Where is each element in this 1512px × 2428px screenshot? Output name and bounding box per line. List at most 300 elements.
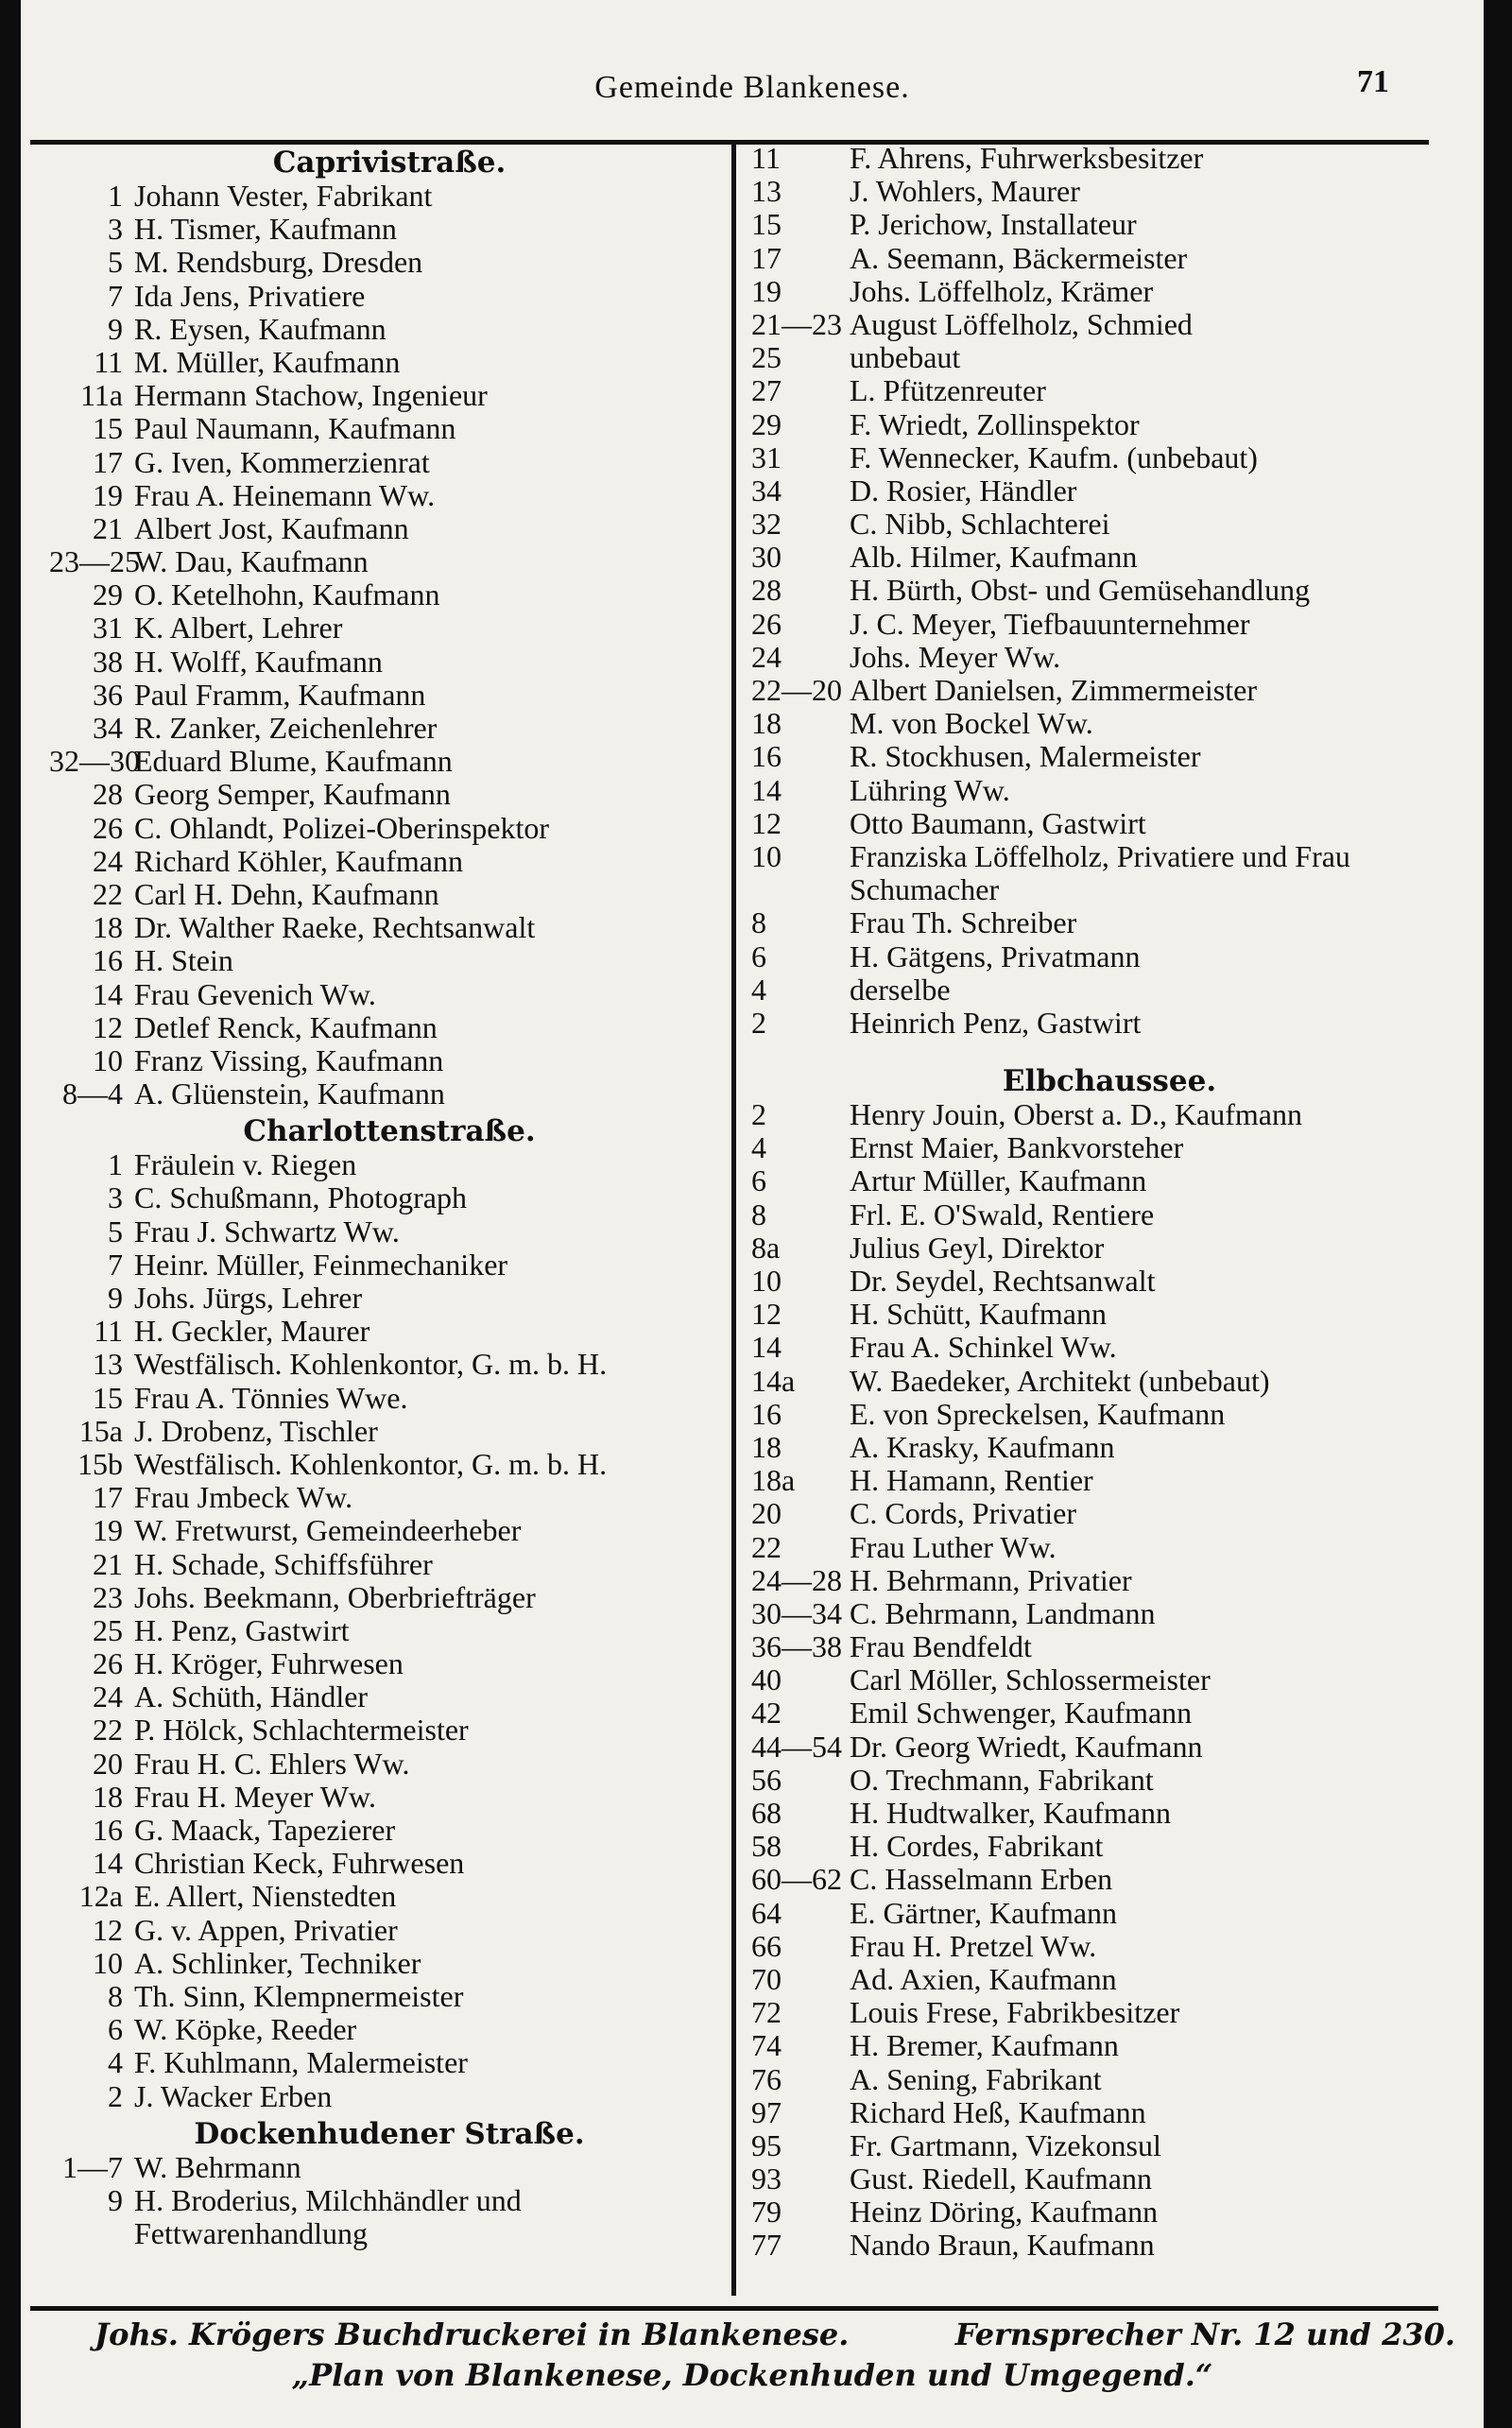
resident-name: Fr. Gartmann, Vizekonsul: [850, 2128, 1161, 2162]
directory-entry: [49, 679, 730, 712]
directory-entry: [746, 840, 1473, 906]
directory-entry: [746, 208, 1473, 241]
house-number: 25: [751, 340, 782, 375]
resident-name: M. von Bockel Ww.: [850, 707, 1093, 741]
house-number: 68: [751, 1796, 782, 1831]
resident-name: Frau A. Tönnies Wwe.: [134, 1381, 408, 1415]
directory-entry: [49, 1044, 730, 1077]
directory-entry: [49, 2184, 730, 2250]
resident-name: Eduard Blume, Kaufmann: [134, 745, 453, 779]
house-number: 10: [93, 1042, 123, 1077]
directory-entry: [746, 641, 1473, 674]
footer-phone: Fernsprecher Nr. 12 und 230.: [954, 2316, 1455, 2352]
street-heading: Dockenhudener Straße.: [194, 2116, 585, 2151]
resident-name: Alb. Hilmer, Kaufmann: [850, 541, 1138, 575]
house-number: 16: [751, 739, 782, 774]
directory-entry: [49, 2013, 730, 2046]
house-number: 9: [108, 1281, 123, 1315]
directory-entry: [746, 142, 1473, 175]
house-number: 3: [108, 1180, 123, 1215]
directory-entry: [746, 1531, 1473, 1564]
house-number: 79: [751, 2195, 782, 2230]
house-number: 36—38: [751, 1629, 842, 1664]
house-number: 19: [93, 477, 123, 512]
house-number: 10: [751, 838, 782, 873]
resident-name: H. Behrmann, Privatier: [850, 1563, 1132, 1597]
resident-name: Ida Jens, Privatiere: [134, 279, 366, 313]
resident-name: W. Köpke, Reeder: [134, 2013, 357, 2047]
resident-name: Artur Müller, Kaufmann: [850, 1164, 1147, 1198]
resident-name: Hermann Stachow, Ingenieur: [134, 379, 488, 413]
resident-name: Paul Naumann, Kaufmann: [134, 412, 456, 446]
house-number: 74: [751, 2028, 782, 2063]
resident-name: Nando Braun, Kaufmann: [850, 2229, 1155, 2263]
directory-entry: [49, 578, 730, 611]
resident-name: J. Wohlers, Maurer: [850, 175, 1080, 209]
resident-name: Christian Keck, Fuhrwesen: [134, 1847, 465, 1881]
resident-name: August Löffelholz, Schmied: [850, 307, 1193, 341]
directory-entry: [49, 1382, 730, 1415]
street-heading: Charlottenstraße.: [243, 1114, 536, 1149]
directory-entry: [746, 1497, 1473, 1530]
directory-entry: [49, 1011, 730, 1044]
directory-entry: [49, 1748, 730, 1781]
directory-entry: [746, 2129, 1473, 2162]
directory-entry: [746, 973, 1473, 1007]
house-number: 12a: [78, 1879, 123, 1914]
directory-entry: [746, 242, 1473, 275]
resident-name: F. Wennecker, Kaufm. (unbebaut): [850, 440, 1258, 474]
resident-name: C. Nibb, Schlachterei: [850, 508, 1110, 542]
directory-entry: [746, 341, 1473, 374]
house-number: 19: [751, 273, 782, 308]
directory-entry: [49, 412, 730, 445]
directory-entry: [746, 1863, 1473, 1896]
resident-name: R. Stockhusen, Malermeister: [850, 740, 1201, 774]
directory-entry: [49, 1581, 730, 1614]
house-number: 24: [93, 843, 123, 878]
resident-name: Frau Luther Ww.: [850, 1530, 1057, 1564]
resident-name: Johann Vester, Fabrikant: [134, 180, 433, 213]
house-number: 42: [751, 1696, 782, 1731]
directory-entry: [49, 1315, 730, 1348]
directory-entry: [746, 1897, 1473, 1930]
resident-name: E. Allert, Nienstedten: [134, 1880, 397, 1914]
house-number: 10: [93, 1945, 123, 1980]
resident-name: G. Iven, Kommerzienrat: [134, 445, 430, 479]
house-number: 2: [751, 1097, 766, 1132]
resident-name: C. Cords, Privatier: [850, 1497, 1076, 1531]
directory-entry: [49, 512, 730, 545]
resident-name: Frau J. Schwartz Ww.: [134, 1214, 400, 1248]
house-number: 17: [93, 1480, 123, 1515]
resident-name: A. Krasky, Kaufmann: [850, 1430, 1115, 1464]
directory-entry: [746, 707, 1473, 740]
directory-entry: [49, 280, 730, 313]
directory-entry: [746, 1797, 1473, 1830]
house-number: 19: [93, 1513, 123, 1548]
resident-name: H. Gätgens, Privatmann: [850, 939, 1141, 973]
directory-entry: [746, 2229, 1473, 2262]
house-number: 38: [93, 644, 123, 679]
directory-entry: [49, 379, 730, 412]
house-number: 58: [751, 1829, 782, 1864]
directory-entry: [746, 940, 1473, 973]
resident-name: Johs. Löffelholz, Krämer: [850, 274, 1154, 308]
house-number: 15b: [77, 1446, 123, 1481]
resident-name: Frau A. Schinkel Ww.: [850, 1331, 1117, 1365]
directory-entry: [49, 2046, 730, 2079]
footer-plan: „Plan von Blankenese, Dockenhuden und Umgegend.“: [291, 2357, 1213, 2393]
directory-entry: [746, 608, 1473, 641]
directory-entry: [49, 1914, 730, 1947]
directory-entry: [746, 1365, 1473, 1398]
directory-entry: [746, 1231, 1473, 1265]
directory-entry: [746, 1564, 1473, 1597]
house-number: 3: [108, 212, 123, 247]
house-number: 20: [751, 1496, 782, 1531]
resident-name: E. von Spreckelsen, Kaufmann: [850, 1397, 1226, 1431]
house-number: 31: [751, 439, 782, 474]
house-number: 2: [751, 1005, 766, 1040]
house-number: 56: [751, 1762, 782, 1797]
directory-entry: [746, 574, 1473, 607]
house-number: 12: [93, 1912, 123, 1947]
resident-name: H. Cordes, Fabrikant: [850, 1830, 1104, 1864]
house-number: 28: [93, 777, 123, 812]
resident-name: Albert Danielsen, Zimmermeister: [850, 674, 1257, 707]
resident-name: Frau A. Heinemann Ww.: [134, 478, 436, 512]
house-number: 26: [93, 810, 123, 845]
resident-name: Louis Frese, Fabrikbesitzer: [850, 1996, 1180, 2030]
house-number: 21: [93, 1546, 123, 1581]
directory-entry: [49, 1980, 730, 2013]
house-number: 18: [751, 1429, 782, 1464]
directory-entry: [746, 2162, 1473, 2196]
resident-name: A. Sening, Fabrikant: [850, 2062, 1102, 2096]
house-number: 76: [751, 2061, 782, 2096]
resident-name: H. Bürth, Obst- und Gemüsehandlung: [850, 574, 1311, 608]
resident-name: Franziska Löffelholz, Privatiere und Frau Schumacher: [850, 838, 1350, 907]
resident-name: K. Albert, Lehrer: [134, 611, 343, 646]
directory-entry: [49, 1680, 730, 1713]
house-number: 17: [93, 444, 123, 479]
house-number: 1: [108, 1147, 123, 1182]
directory-entry: [746, 1164, 1473, 1197]
resident-name: H. Stein: [134, 944, 233, 978]
resident-name: Westfälisch. Kohlenkontor, G. m. b. H.: [134, 1447, 608, 1481]
house-number: 31: [93, 611, 123, 646]
resident-name: A. Glüenstein, Kaufmann: [134, 1077, 445, 1111]
house-number: 24: [93, 1679, 123, 1714]
house-number: 26: [93, 1646, 123, 1681]
resident-name: J. Wacker Erben: [134, 2079, 333, 2113]
directory-entry: [746, 1098, 1473, 1131]
directory-entry: [746, 374, 1473, 407]
resident-name: E. Gärtner, Kaufmann: [850, 1896, 1118, 1930]
resident-name: Dr. Seydel, Rechtsanwalt: [850, 1265, 1156, 1299]
directory-entry: [49, 1713, 730, 1747]
resident-name: F. Kuhlmann, Malermeister: [134, 2046, 468, 2080]
resident-name: H. Hudtwalker, Kaufmann: [850, 1797, 1171, 1831]
house-number: 22: [751, 1529, 782, 1564]
house-number: 14: [751, 1330, 782, 1365]
directory-entry: [49, 978, 730, 1011]
directory-entry: [49, 812, 730, 845]
directory-entry: [746, 441, 1473, 474]
directory-entry: [49, 1514, 730, 1547]
resident-name: H. Kröger, Fuhrwesen: [134, 1647, 404, 1681]
directory-entry: [49, 1880, 730, 1913]
house-number: 27: [751, 373, 782, 408]
directory-entry: [746, 1764, 1473, 1797]
resident-name: Richard Heß, Kaufmann: [850, 2095, 1146, 2129]
resident-name: Frau H. C. Ehlers Ww.: [134, 1747, 410, 1781]
house-number: 9: [108, 2182, 123, 2217]
directory-entry: [746, 1431, 1473, 1464]
resident-name: Richard Köhler, Kaufmann: [134, 844, 463, 878]
house-number: 34: [93, 711, 123, 745]
footer-rule: [30, 2306, 1438, 2311]
resident-name: A. Schlinker, Techniker: [134, 1946, 421, 1980]
house-number: 21—23: [751, 306, 842, 341]
directory-entry: [49, 1181, 730, 1214]
house-number: 5: [108, 245, 123, 280]
resident-name: W. Fretwurst, Gemeindeerheber: [134, 1514, 522, 1548]
resident-name: Franz Vissing, Kaufmann: [134, 1043, 444, 1077]
directory-entry: [746, 175, 1473, 208]
house-number: 10: [751, 1264, 782, 1299]
street-heading: Elbchaussee.: [1002, 1064, 1217, 1099]
resident-name: Paul Framm, Kaufmann: [134, 678, 426, 712]
house-number: 14: [751, 772, 782, 807]
house-number: 36: [93, 677, 123, 712]
house-number: 16: [93, 1813, 123, 1847]
house-number: 6: [751, 1163, 766, 1198]
house-number: 16: [93, 943, 123, 978]
resident-name: Henry Jouin, Oberst a. D., Kaufmann: [850, 1098, 1302, 1132]
directory-entry: [49, 313, 730, 346]
resident-name: Dr. Walther Raeke, Rechtsanwalt: [134, 911, 536, 945]
resident-name: Heinr. Müller, Feinmechaniker: [134, 1248, 508, 1282]
directory-entry: [746, 474, 1473, 508]
directory-entry: [746, 1731, 1473, 1764]
resident-name: H. Schade, Schiffsführer: [134, 1547, 433, 1581]
house-number: 77: [751, 2228, 782, 2263]
street-heading: Caprivistraße.: [272, 146, 507, 180]
resident-name: Detlef Renck, Kaufmann: [134, 1010, 438, 1044]
directory-entry: [746, 1131, 1473, 1164]
house-number: 64: [751, 1895, 782, 1930]
section-gap: [746, 1040, 1473, 1060]
house-number: 7: [108, 278, 123, 313]
directory-entry: [49, 180, 730, 213]
resident-name: C. Schußmann, Photograph: [134, 1181, 467, 1215]
directory-entry: [49, 1448, 730, 1481]
directory-entry: [49, 911, 730, 944]
house-number: 18a: [751, 1463, 796, 1498]
directory-entry: [746, 1630, 1473, 1663]
directory-entry: [746, 740, 1473, 773]
resident-name: F. Wriedt, Zollinspektor: [850, 407, 1140, 441]
directory-entry: [746, 1930, 1473, 1963]
directory-entry: [49, 1847, 730, 1880]
house-number: 16: [751, 1396, 782, 1431]
directory-entry: [49, 1548, 730, 1581]
directory-entry: [49, 1148, 730, 1181]
resident-name: R. Zanker, Zeichenlehrer: [134, 712, 438, 745]
house-number: 6: [751, 938, 766, 973]
resident-name: Ernst Maier, Bankvorsteher: [850, 1131, 1184, 1165]
house-number: 15a: [78, 1413, 123, 1448]
directory-entry: [49, 1614, 730, 1647]
house-number: 70: [751, 1961, 782, 1996]
house-number: 13: [751, 174, 782, 209]
resident-name: C. Hasselmann Erben: [850, 1863, 1113, 1897]
house-number: 97: [751, 2094, 782, 2129]
resident-name: Lühring Ww.: [850, 773, 1010, 807]
resident-name: R. Eysen, Kaufmann: [134, 312, 387, 346]
resident-name: J. C. Meyer, Tiefbauunternehmer: [850, 607, 1250, 641]
resident-name: Frau Bendfeldt: [850, 1630, 1032, 1664]
directory-entry: [746, 1663, 1473, 1696]
resident-name: L. Pfützenreuter: [850, 374, 1046, 408]
house-number: 32—30: [49, 744, 140, 779]
house-number: 28: [751, 573, 782, 608]
resident-name: Heinrich Penz, Gastwirt: [850, 1006, 1142, 1040]
resident-name: G. Maack, Tapezierer: [134, 1814, 396, 1847]
directory-entry: [49, 1282, 730, 1315]
house-number: 18: [93, 910, 123, 945]
house-number: 8: [751, 1197, 766, 1231]
house-number: 22—20: [751, 673, 842, 707]
directory-entry: [49, 646, 730, 679]
directory-entry: [49, 745, 730, 778]
resident-name: Fräulein v. Riegen: [134, 1148, 357, 1182]
house-number: 66: [751, 1928, 782, 1963]
directory-entry: [746, 541, 1473, 574]
directory-entry: [49, 1814, 730, 1847]
resident-name: H. Schütt, Kaufmann: [850, 1298, 1107, 1332]
resident-name: Georg Semper, Kaufmann: [134, 778, 451, 812]
directory-entry: [746, 906, 1473, 939]
directory-entry: [49, 446, 730, 479]
house-number: 25: [93, 1612, 123, 1647]
directory-entry: [746, 2196, 1473, 2229]
resident-name: Julius Geyl, Direktor: [850, 1231, 1105, 1265]
page-number: 71: [1357, 64, 1389, 99]
resident-name: H. Tismer, Kaufmann: [134, 213, 397, 247]
directory-entry: [746, 408, 1473, 441]
directory-entry: [746, 1996, 1473, 2029]
resident-name: M. Müller, Kaufmann: [134, 345, 401, 379]
resident-name: Otto Baumann, Gastwirt: [850, 806, 1146, 840]
resident-name: C. Ohlandt, Polizei-Oberinspektor: [134, 811, 550, 845]
resident-name: Carl H. Dehn, Kaufmann: [134, 877, 439, 911]
page-header: [21, 64, 1484, 112]
directory-entry: [746, 1464, 1473, 1497]
directory-entry: [746, 508, 1473, 541]
house-number: 1: [108, 179, 123, 213]
house-number: 6: [108, 2012, 123, 2047]
directory-entry: [746, 1331, 1473, 1364]
resident-name: H. Hamann, Rentier: [850, 1464, 1093, 1498]
resident-name: O. Ketelhohn, Kaufmann: [134, 578, 440, 612]
house-number: 29: [93, 577, 123, 612]
resident-name: F. Ahrens, Fuhrwerksbesitzer: [850, 142, 1204, 175]
directory-entry: [49, 1215, 730, 1248]
house-number: 14a: [751, 1363, 796, 1398]
resident-name: W. Behrmann: [134, 2150, 301, 2184]
resident-name: W. Dau, Kaufmann: [134, 545, 369, 579]
house-number: 12: [751, 805, 782, 840]
directory-entry: [49, 1348, 730, 1381]
house-number: 4: [108, 2045, 123, 2080]
house-number: 9: [108, 311, 123, 346]
directory-entry: [746, 2063, 1473, 2096]
resident-name: C. Behrmann, Landmann: [850, 1596, 1156, 1630]
house-number: 5: [108, 1214, 123, 1248]
house-number: 8a: [751, 1230, 781, 1265]
house-number: 17: [751, 240, 782, 275]
directory-entry: [746, 275, 1473, 308]
resident-name: O. Trechmann, Fabrikant: [850, 1763, 1154, 1797]
house-number: 34: [751, 473, 782, 508]
directory-entry: [49, 1077, 730, 1111]
resident-name: Frl. E. O'Swald, Rentiere: [850, 1197, 1155, 1231]
house-number: 40: [751, 1662, 782, 1697]
house-number: 21: [93, 510, 123, 545]
directory-entry: [746, 1007, 1473, 1040]
house-number: 4: [751, 1130, 766, 1165]
resident-name: Frau Th. Schreiber: [850, 906, 1077, 940]
directory-entry: [49, 878, 730, 911]
resident-name: H. Bremer, Kaufmann: [850, 2029, 1119, 2063]
directory-entry: [49, 479, 730, 512]
resident-name: Th. Sinn, Klempnermeister: [134, 1979, 464, 2013]
house-number: 93: [751, 2161, 782, 2196]
house-number: 24—28: [751, 1562, 842, 1597]
house-number: 12: [93, 1009, 123, 1044]
resident-name: G. v. Appen, Privatier: [134, 1913, 398, 1947]
house-number: 26: [751, 606, 782, 641]
directory-entry: [49, 1781, 730, 1814]
house-number: 1—7: [62, 2149, 123, 2184]
house-number: 22: [93, 876, 123, 911]
house-number: 22: [93, 1713, 123, 1748]
directory-entry: [746, 1265, 1473, 1298]
resident-name: Frau Jmbeck Ww.: [134, 1481, 353, 1515]
left-column: [49, 142, 730, 2296]
directory-entry: [49, 712, 730, 745]
resident-name: Johs. Beekmann, Oberbriefträger: [134, 1580, 536, 1614]
directory-entry: [49, 246, 730, 279]
house-number: 72: [751, 1995, 782, 2030]
resident-name: Frau H. Pretzel Ww.: [850, 1929, 1097, 1963]
footer-printer: Johs. Krögers Buchdruckerei in Blankenese.: [94, 2316, 850, 2352]
directory-entry: [49, 845, 730, 878]
resident-name: derselbe: [850, 973, 951, 1007]
directory-entry: [746, 308, 1473, 341]
directory-entry: [746, 1963, 1473, 1996]
house-number: 2: [108, 2078, 123, 2113]
house-number: 18: [93, 1779, 123, 1814]
directory-entry: [49, 1481, 730, 1514]
resident-name: H. Broderius, Milchhändler und Fettwarenhandlung: [134, 2182, 522, 2251]
directory-entry: [49, 545, 730, 578]
resident-name: P. Hölck, Schlachtermeister: [134, 1713, 469, 1748]
directory-page: [21, 0, 1484, 2428]
